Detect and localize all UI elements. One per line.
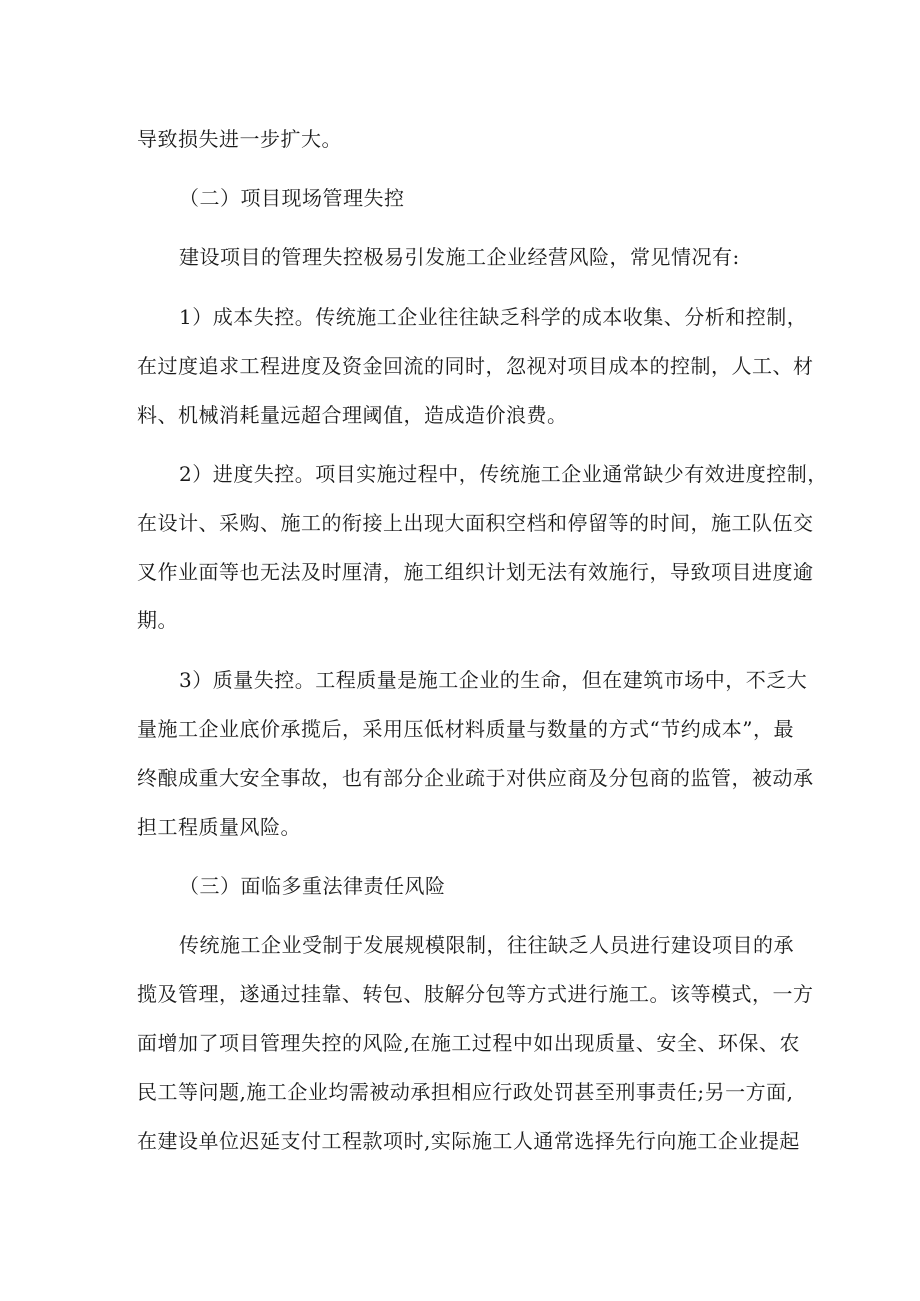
paragraph-line: 叉作业面等也无法及时厘清，施工组织计划无法有效施行，导致项目进度逾 bbox=[137, 560, 814, 584]
paragraph-line: 揽及管理，遂通过挂靠、转包、肢解分包等方式进行施工。该等模式，一方 bbox=[137, 982, 814, 1006]
paragraph-line: 2）进度失控。项目实施过程中，传统施工企业通常缺少有效进度控制， bbox=[179, 462, 828, 486]
paragraph-line: 在过度追求工程进度及资金回流的同时，忽视对项目成本的控制，人工、材 bbox=[137, 354, 814, 378]
paragraph-line: 传统施工企业受制于发展规模限制，往往缺乏人员进行建设项目的承 bbox=[179, 933, 794, 957]
paragraph-line: 期。 bbox=[137, 608, 178, 632]
paragraph-line: 3）质量失控。工程质量是施工企业的生命，但在建筑市场中，不乏大 bbox=[179, 668, 808, 692]
section-heading-2: （二）项目现场管理失控 bbox=[179, 186, 405, 210]
paragraph-line: 建设项目的管理失控极易引发施工企业经营风险，常见情况有: bbox=[179, 245, 740, 269]
paragraph-line: 在设计、采购、施工的衔接上出现大面积空档和停留等的时间，施工队伍交 bbox=[137, 511, 814, 535]
paragraph-line: 导致损失进一步扩大。 bbox=[137, 127, 342, 151]
paragraph-line: 量施工企业底价承揽后，采用压低材料质量与数量的方式“节约成本”，最 bbox=[137, 717, 794, 741]
paragraph-line: 担工程质量风险。 bbox=[137, 815, 301, 839]
paragraph-line: 终酿成重大安全事故，也有部分企业疏于对供应商及分包商的监管，被动承 bbox=[137, 766, 814, 790]
paragraph-line: 1）成本失控。传统施工企业往往缺乏科学的成本收集、分析和控制， bbox=[179, 305, 808, 329]
paragraph-line: 面增加了项目管理失控的风险,在施工过程中如出现质量、安全、环保、农 bbox=[137, 1031, 800, 1055]
section-heading-3: （三）面临多重法律责任风险 bbox=[179, 874, 446, 898]
paragraph-line: 民工等问题,施工企业均需被动承担相应行政处罚甚至刑事责任;另一方面, bbox=[137, 1080, 794, 1104]
paragraph-line: 料、机械消耗量远超合理阈值，造成造价浪费。 bbox=[137, 403, 568, 427]
paragraph-line: 在建设单位迟延支付工程款项时,实际施工人通常选择先行向施工企业提起 bbox=[137, 1129, 800, 1153]
